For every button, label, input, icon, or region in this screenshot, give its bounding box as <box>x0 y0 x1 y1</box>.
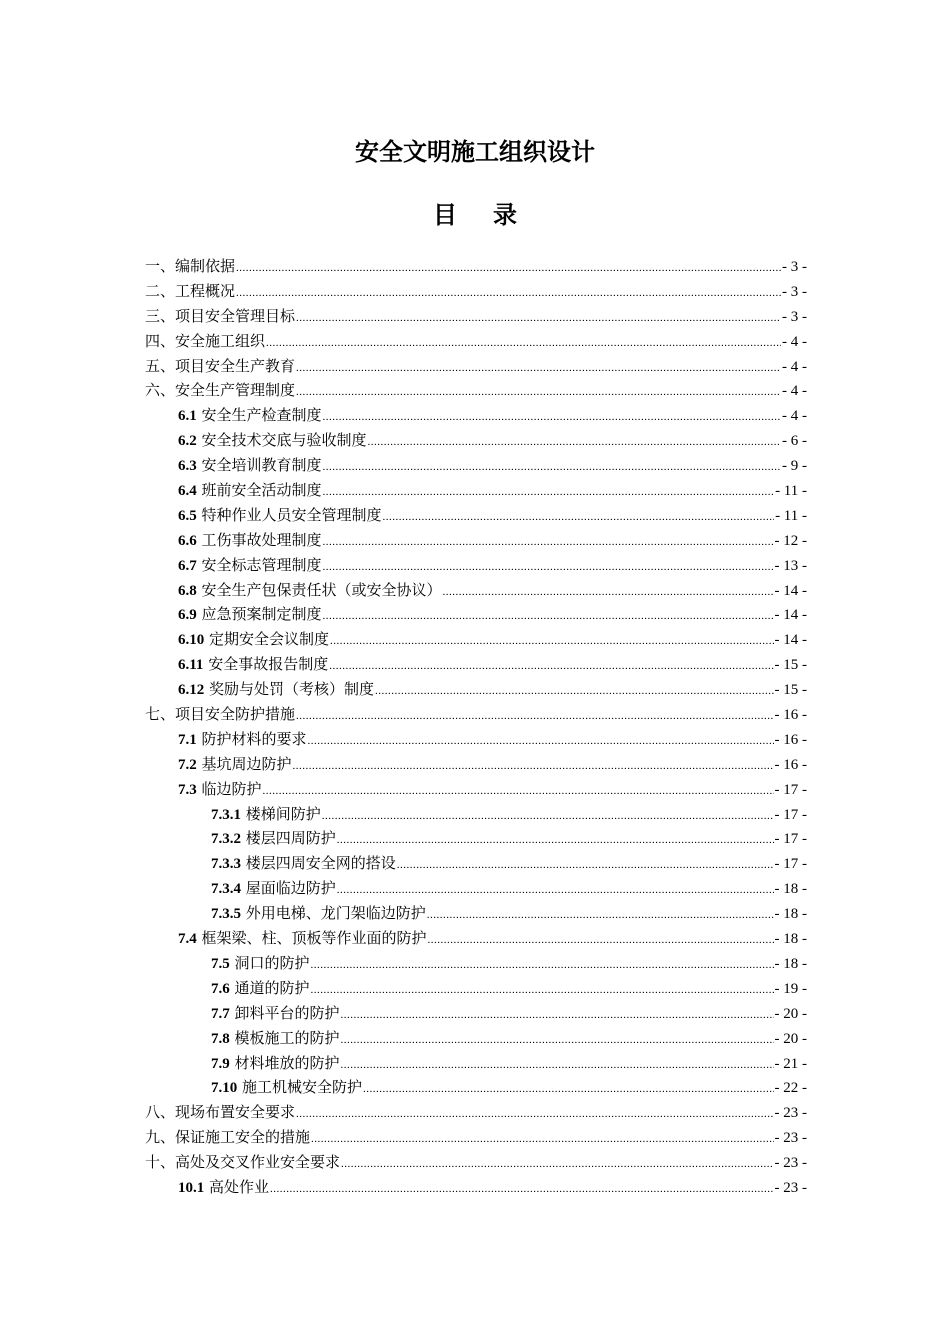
toc-entry-title: 定期安全会议制度 <box>209 630 330 649</box>
toc-page-number: - 20 - <box>774 1005 807 1022</box>
toc-entry-number: 6.5 <box>178 507 197 524</box>
toc-entry-number: 7.9 <box>211 1055 230 1072</box>
toc-dot-leader <box>363 1077 773 1102</box>
toc-page-number: - 9 - <box>782 458 807 475</box>
toc-entry[interactable] <box>145 1125 807 1150</box>
toc-page-number: - 18 - <box>774 955 807 972</box>
toc-entry[interactable] <box>145 453 807 478</box>
toc-entry[interactable] <box>145 1051 807 1076</box>
toc-entry-number: 6.10 <box>178 632 205 649</box>
toc-entry[interactable] <box>145 428 807 453</box>
toc-dot-leader <box>296 380 781 405</box>
toc-entry[interactable] <box>145 752 807 777</box>
toc-dot-leader <box>263 779 774 804</box>
toc-entry-title: 班前安全活动制度 <box>201 481 322 500</box>
toc-entry-title: 安全事故报告制度 <box>208 655 329 674</box>
toc-entry[interactable] <box>145 354 807 379</box>
toc-entry-title: 特种作业人员安全管理制度 <box>201 505 382 524</box>
toc-entry[interactable] <box>145 528 807 553</box>
toc-entry-title: 八、现场布置安全要求 <box>145 1103 296 1122</box>
toc-entry-title: 基坑周边防护 <box>201 754 292 773</box>
toc-dot-leader <box>427 903 774 928</box>
toc-page-number: - 23 - <box>774 1155 807 1172</box>
toc-dot-leader <box>341 1053 774 1078</box>
toc-dot-leader <box>341 1003 774 1028</box>
toc-page-number: - 14 - <box>774 582 807 599</box>
toc-entry[interactable] <box>145 976 807 1001</box>
toc-page-number: - 18 - <box>774 931 807 948</box>
toc-page-number: - 18 - <box>774 906 807 923</box>
toc-page-number: - 4 - <box>782 383 807 400</box>
toc-entry-title: 安全生产检查制度 <box>201 406 322 425</box>
toc-entry-number: 7.3 <box>178 781 197 798</box>
toc-entry-title: 防护材料的要求 <box>201 729 307 748</box>
toc-page-number: - 16 - <box>774 756 807 773</box>
toc-entry-title: 九、保证施工安全的措施 <box>145 1128 311 1147</box>
toc-entry-number: 6.4 <box>178 483 197 500</box>
toc-page-number: - 15 - <box>774 682 807 699</box>
toc-entry-title: 安全生产包保责任状（或安全协议） <box>201 580 442 599</box>
toc-page-number: - 22 - <box>774 1080 807 1097</box>
toc-entry-title: 材料堆放的防护 <box>234 1053 340 1072</box>
toc-dot-leader <box>443 580 774 605</box>
toc-page-number: - 13 - <box>774 557 807 574</box>
toc-entry-number: 7.3.4 <box>211 881 241 898</box>
toc-entry-title: 楼层四周安全网的搭设 <box>245 854 396 873</box>
toc-dot-leader <box>296 356 781 381</box>
toc-entry[interactable] <box>145 329 807 354</box>
toc-dot-leader <box>323 405 781 430</box>
toc-entry-title: 安全标志管理制度 <box>201 555 322 574</box>
toc-entry[interactable] <box>145 627 807 652</box>
toc-entry[interactable] <box>145 652 807 677</box>
toc-entry-number: 7.3.5 <box>211 906 241 923</box>
toc-entry[interactable] <box>145 1150 807 1175</box>
toc-entry-title: 安全培训教育制度 <box>201 456 322 475</box>
toc-entry-number: 7.8 <box>211 1030 230 1047</box>
toc-page-number: - 14 - <box>774 632 807 649</box>
toc-page-number: - 6 - <box>782 433 807 450</box>
toc-entry-number: 7.5 <box>211 955 230 972</box>
toc-entry-number: 6.1 <box>178 408 197 425</box>
toc-heading-char-2: 录 <box>493 200 517 229</box>
toc-page-number: - 16 - <box>774 707 807 724</box>
toc-entry[interactable] <box>145 876 807 901</box>
toc-entry[interactable] <box>145 702 807 727</box>
toc-page-number: - 11 - <box>775 507 807 524</box>
toc-entry-title: 安全技术交底与验收制度 <box>201 431 367 450</box>
toc-entry-title: 三、项目安全管理目标 <box>145 306 296 325</box>
toc-entry-number: 7.3.3 <box>211 856 241 873</box>
toc-dot-leader <box>322 804 774 829</box>
toc-entry[interactable] <box>145 553 807 578</box>
toc-dot-leader <box>266 331 781 356</box>
toc-dot-leader <box>337 828 774 853</box>
toc-dot-leader <box>323 530 774 555</box>
toc-entry[interactable] <box>145 727 807 752</box>
toc-page-number: - 20 - <box>774 1030 807 1047</box>
toc-entry-title: 七、项目安全防护措施 <box>145 705 296 724</box>
toc-dot-leader <box>375 679 773 704</box>
toc-dot-leader <box>330 629 773 654</box>
toc-entry-number: 6.2 <box>178 433 197 450</box>
toc-page-number: - 19 - <box>774 980 807 997</box>
toc-page-number: - 15 - <box>774 657 807 674</box>
toc-dot-leader <box>323 555 774 580</box>
toc-entry-number: 6.8 <box>178 582 197 599</box>
toc-dot-leader <box>311 978 774 1003</box>
toc-entry-number: 7.1 <box>178 731 197 748</box>
toc-page-number: - 17 - <box>774 856 807 873</box>
toc-entry-number: 6.12 <box>178 682 205 699</box>
toc-page-number: - 4 - <box>782 333 807 350</box>
toc-entry-title: 屋面临边防护 <box>245 879 336 898</box>
toc-entry[interactable] <box>145 602 807 627</box>
toc-entry-title: 高处作业 <box>209 1177 270 1196</box>
toc-page-number: - 11 - <box>775 483 807 500</box>
toc-entry-title: 楼层四周防护 <box>245 829 336 848</box>
toc-page-number: - 23 - <box>774 1179 807 1196</box>
toc-entry[interactable] <box>145 826 807 851</box>
toc-page-number: - 3 - <box>782 308 807 325</box>
toc-dot-leader <box>329 654 773 679</box>
toc-page-number: - 12 - <box>774 532 807 549</box>
toc-entry-number: 7.4 <box>178 931 197 948</box>
toc-entry-title: 一、编制依据 <box>145 257 236 275</box>
toc-entry-title: 临边防护 <box>201 779 262 798</box>
toc-dot-leader <box>270 1177 773 1202</box>
document-title: 安全文明施工组织设计 <box>355 137 595 166</box>
toc-page-number: - 17 - <box>774 806 807 823</box>
toc-entry-title: 六、安全生产管理制度 <box>145 381 296 400</box>
toc-entry[interactable] <box>145 802 807 827</box>
toc-entry[interactable] <box>145 951 807 976</box>
toc-entry[interactable] <box>145 279 807 304</box>
toc-dot-leader <box>236 256 781 281</box>
toc-entry-title: 通道的防护 <box>234 978 310 997</box>
toc-entry-title: 四、安全施工组织 <box>145 331 266 350</box>
toc-entry-number: 7.6 <box>211 980 230 997</box>
toc-entry[interactable] <box>145 378 807 403</box>
toc-dot-leader <box>323 455 781 480</box>
toc-dot-leader <box>337 878 774 903</box>
toc-entry-title: 二、工程概况 <box>145 281 236 300</box>
toc-dot-leader <box>341 1152 773 1177</box>
toc-entry[interactable] <box>145 403 807 428</box>
toc-page-number: - 4 - <box>782 408 807 425</box>
toc-entry[interactable] <box>145 677 807 702</box>
toc-dot-leader <box>341 1028 774 1053</box>
toc-entry-title: 工伤事故处理制度 <box>201 530 322 549</box>
toc-page-number: - 4 - <box>782 358 807 375</box>
toc-entry-number: 7.3.1 <box>211 806 241 823</box>
toc-entry[interactable] <box>145 1075 807 1100</box>
toc-entry[interactable] <box>145 578 807 603</box>
toc-entry-title: 楼梯间防护 <box>245 804 321 823</box>
toc-dot-leader <box>323 480 775 505</box>
toc-dot-leader <box>236 281 781 306</box>
toc-heading-char-1: 目 <box>433 200 457 229</box>
toc-entry[interactable] <box>145 478 807 503</box>
toc-page-number: - 3 - <box>782 259 807 275</box>
toc-entry[interactable] <box>145 1001 807 1026</box>
toc-dot-leader <box>296 1102 773 1127</box>
toc-page-number: - 14 - <box>774 607 807 624</box>
toc-entry-number: 7.3.2 <box>211 831 241 848</box>
toc-page-number: - 18 - <box>774 881 807 898</box>
toc-entry-title: 模板施工的防护 <box>234 1028 340 1047</box>
toc-entry-number: 7.10 <box>211 1080 238 1097</box>
toc-page-number: - 21 - <box>774 1055 807 1072</box>
toc-entry[interactable] <box>145 1026 807 1051</box>
toc-entry-title: 十、高处及交叉作业安全要求 <box>145 1153 341 1172</box>
toc-entry[interactable] <box>145 304 807 329</box>
toc-entry-title: 洞口的防护 <box>234 953 310 972</box>
toc-page-number: - 17 - <box>774 831 807 848</box>
toc-entry-title: 框架梁、柱、顶板等作业面的防护 <box>201 929 427 948</box>
toc-entry[interactable] <box>145 503 807 528</box>
toc-entry-title: 卸料平台的防护 <box>234 1003 340 1022</box>
toc-entry-title: 奖励与处罚（考核）制度 <box>209 680 375 699</box>
toc-entry[interactable] <box>145 254 807 279</box>
toc-dot-leader <box>293 754 774 779</box>
toc-entry[interactable] <box>145 1100 807 1125</box>
toc-entry[interactable] <box>145 851 807 876</box>
toc-entry-number: 6.7 <box>178 557 197 574</box>
toc-dot-leader <box>383 505 775 530</box>
toc-page-number: - 16 - <box>774 731 807 748</box>
toc-dot-leader <box>323 604 774 629</box>
toc-entry[interactable] <box>145 777 807 802</box>
toc-entry-number: 7.7 <box>211 1005 230 1022</box>
toc-dot-leader <box>368 430 781 455</box>
toc-dot-leader <box>311 1127 773 1152</box>
toc-heading <box>0 199 950 231</box>
toc-entry-number: 6.9 <box>178 607 197 624</box>
toc-entry-title: 应急预案制定制度 <box>201 605 322 624</box>
toc-entry-number: 7.2 <box>178 756 197 773</box>
toc-entry[interactable] <box>145 1175 807 1200</box>
toc-entry-title: 外用电梯、龙门架临边防护 <box>245 904 426 923</box>
toc-dot-leader <box>296 704 773 729</box>
table-of-contents <box>145 254 807 1200</box>
toc-page-number: - 3 - <box>782 283 807 300</box>
toc-dot-leader <box>296 306 781 331</box>
toc-page-number: - 23 - <box>774 1130 807 1147</box>
toc-dot-leader <box>308 729 774 754</box>
toc-entry-title: 施工机械安全防护 <box>242 1078 363 1097</box>
toc-entry-title: 五、项目安全生产教育 <box>145 356 296 375</box>
toc-entry[interactable] <box>145 901 807 926</box>
toc-dot-leader <box>397 853 774 878</box>
toc-entry-number: 10.1 <box>178 1179 205 1196</box>
toc-entry-number: 6.3 <box>178 458 197 475</box>
toc-page-number: - 17 - <box>774 781 807 798</box>
toc-dot-leader <box>311 953 774 978</box>
toc-dot-leader <box>428 928 774 953</box>
toc-page-number: - 23 - <box>774 1105 807 1122</box>
toc-entry-number: 6.11 <box>178 657 204 674</box>
toc-entry[interactable] <box>145 926 807 951</box>
toc-entry-number: 6.6 <box>178 532 197 549</box>
